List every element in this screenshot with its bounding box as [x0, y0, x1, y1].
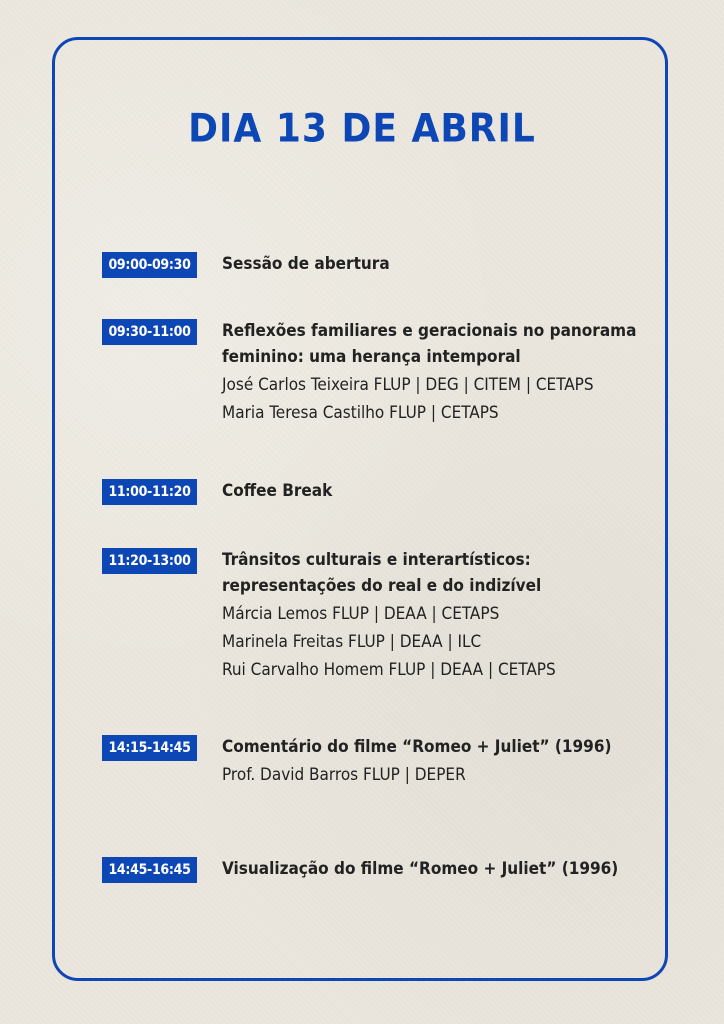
- page-title: DIA 13 DE ABRIL: [188, 107, 536, 152]
- time-badge: 11:20-13:00: [102, 548, 197, 574]
- time-badge: 14:45-16:45: [102, 857, 197, 883]
- entry-title: Comentário do filme “Romeo + Juliet” (1996): [222, 737, 612, 757]
- time-badge: 09:30-11:00: [102, 319, 197, 345]
- time-badge: 11:00-11:20: [102, 479, 197, 505]
- entry-title: Sessão de abertura: [222, 254, 390, 274]
- entry-body: [222, 479, 662, 505]
- speaker-line: Marinela Freitas FLUP | DEAA | ILC: [222, 632, 482, 652]
- entry-title: Trânsitos culturais e interartísticos:: [222, 550, 531, 570]
- speaker-line: Márcia Lemos FLUP | DEAA | CETAPS: [222, 604, 500, 624]
- time-badge: 14:15-14:45: [102, 735, 197, 761]
- entry-body: [222, 319, 662, 427]
- page-frame: [52, 37, 668, 981]
- entry-title: Coffee Break: [222, 481, 333, 501]
- entry-title: feminino: uma herança intemporal: [222, 347, 521, 367]
- entry-body: [222, 252, 662, 278]
- entry-title: Reflexões familiares e geracionais no panorama: [222, 321, 637, 341]
- speaker-line: Rui Carvalho Homem FLUP | DEAA | CETAPS: [222, 660, 556, 680]
- entry-title: representações do real e do indizível: [222, 576, 542, 596]
- time-badge: 09:00-09:30: [102, 252, 197, 278]
- speaker-line: José Carlos Teixeira FLUP | DEG | CITEM | CETAPS: [222, 375, 594, 395]
- speaker-line: Prof. David Barros FLUP | DEPER: [222, 765, 466, 785]
- entry-body: [222, 548, 662, 684]
- entry-body: [222, 857, 662, 883]
- entry-title: Visualização do filme “Romeo + Juliet” (1996): [222, 859, 619, 879]
- speaker-line: Maria Teresa Castilho FLUP | CETAPS: [222, 403, 499, 423]
- entry-body: [222, 735, 662, 789]
